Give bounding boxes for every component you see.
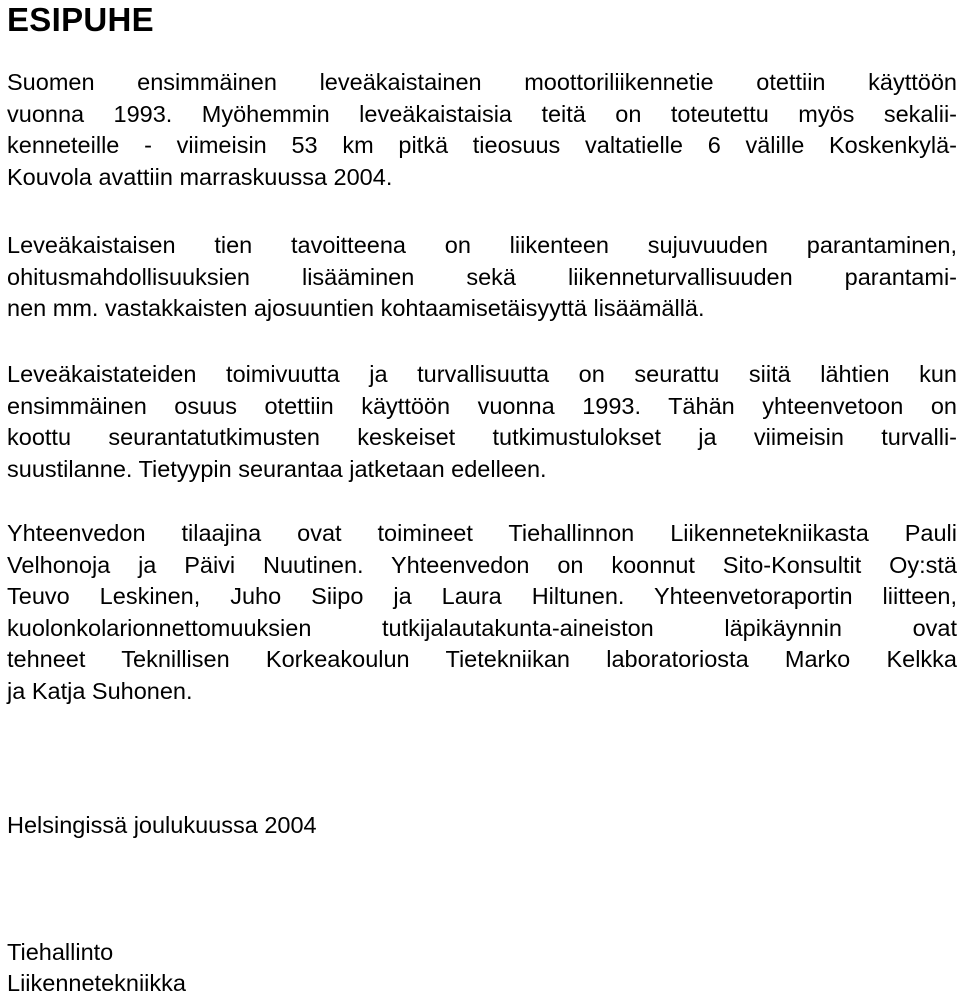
paragraph-line: ohitusmahdollisuuksien lisääminen sekä liikenneturvallisuuden parantami-: [7, 263, 957, 290]
place-date: Helsingissä joulukuussa 2004: [7, 812, 317, 838]
signature-organization: Tiehallinto: [7, 939, 114, 965]
paragraph-line: suustilanne. Tietyypin seurantaa jatketaan edelleen.: [7, 455, 547, 482]
page-title: ESIPUHE: [7, 1, 154, 38]
paragraph-line: Suomen ensimmäinen leveäkaistainen moottoriliikennetie otettiin käyttöön: [7, 69, 957, 95]
paragraph-line: Yhteenvedon tilaajina ovat toimineet Tiehallinnon Liikennetekniikasta Pauli: [7, 520, 957, 546]
paragraph-credits: [7, 518, 957, 707]
paragraph-line: Leveäkaistateiden toimivuutta ja turvallisuutta on seurattu siitä lähtien kun: [7, 361, 957, 387]
paragraph-monitoring: [7, 359, 957, 485]
paragraph-line: nen mm. vastakkaisten ajosuuntien kohtaamisetäisyyttä lisäämällä.: [7, 295, 705, 321]
paragraph-line: tehneet Teknillisen Korkeakoulun Tietekniikan laboratoriosta Marko Kelkka: [7, 646, 957, 672]
paragraph-line: kenneteille - viimeisin 53 km pitkä tieosuus valtatielle 6 välille Koskenkylä-: [7, 132, 957, 158]
paragraph-line: ja Katja Suhonen.: [7, 677, 193, 704]
paragraph-line: Kouvola avattiin marraskuussa 2004.: [7, 163, 393, 190]
paragraph-line: Leveäkaistaisen tien tavoitteena on liikenteen sujuvuuden parantaminen,: [7, 232, 957, 258]
signature-unit: Liikennetekniikka: [7, 970, 186, 996]
paragraph-line: kuolonkolarionnettomuuksien tutkijalautakunta-aineiston läpikäynnin ovat: [7, 614, 957, 641]
paragraph-line: vuonna 1993. Myöhemmin leveäkaistaisia teitä on toteutettu myös sekalii-: [7, 100, 957, 127]
paragraph-line: koottu seurantatutkimusten keskeiset tutkimustulokset ja viimeisin turvalli-: [7, 424, 957, 450]
paragraph-introduction: [7, 67, 957, 193]
paragraph-line: ensimmäinen osuus otettiin käyttöön vuonna 1993. Tähän yhteenvetoon on: [7, 392, 957, 419]
paragraph-line: Teuvo Leskinen, Juho Siipo ja Laura Hiltunen. Yhteenvetoraportin liitteen,: [7, 583, 957, 609]
paragraph-goals: [7, 230, 957, 325]
paragraph-line: Velhonoja ja Päivi Nuutinen. Yhteenvedon on koonnut Sito-Konsultit Oy:stä: [7, 551, 957, 578]
